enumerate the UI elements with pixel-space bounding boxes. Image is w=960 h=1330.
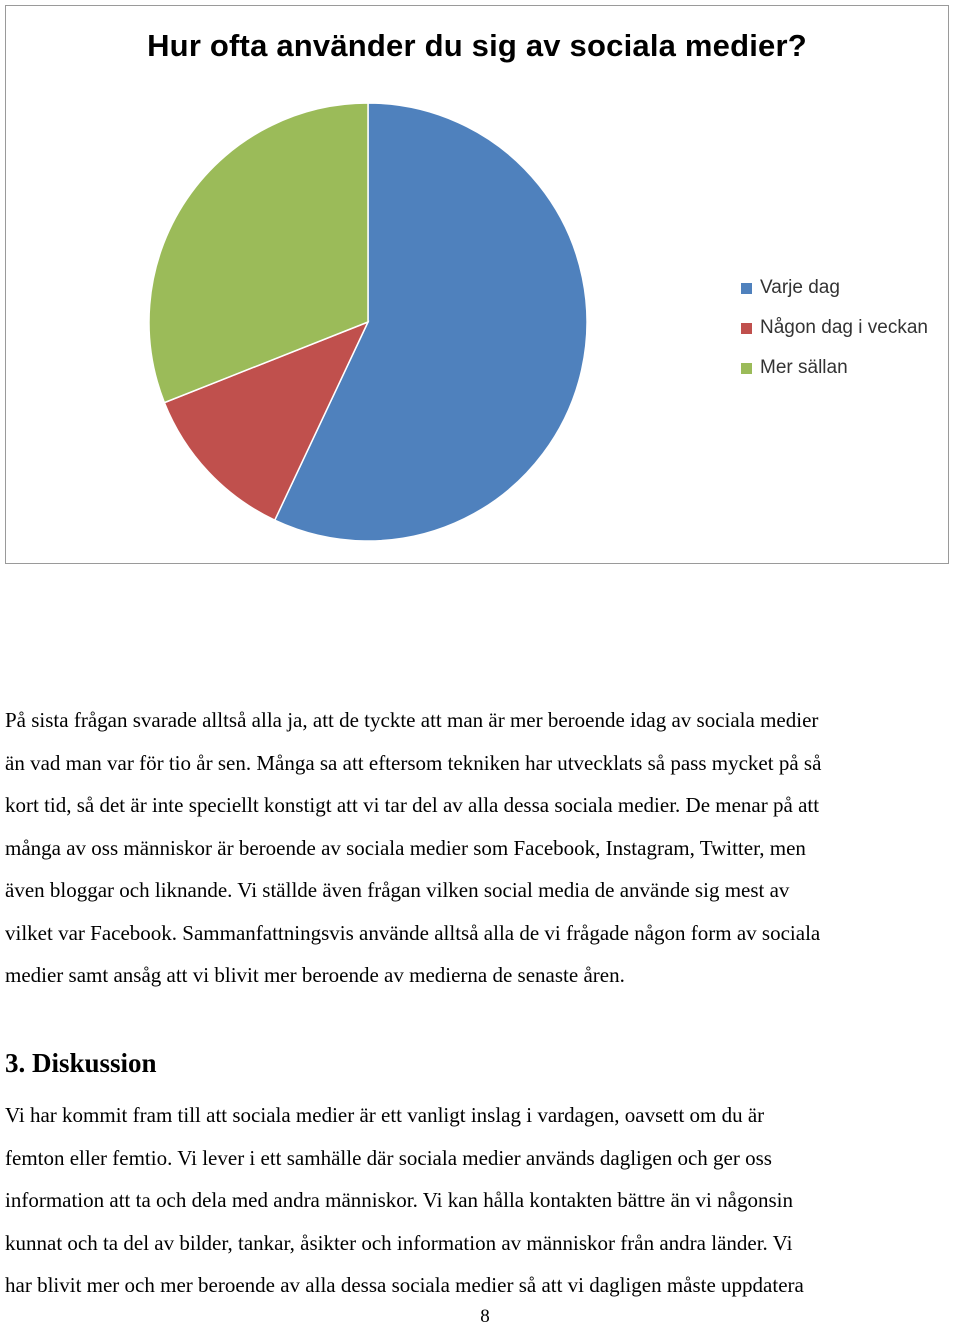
pie-chart-frame <box>5 5 949 564</box>
text-line: många av oss människor är beroende av sociala medier som Facebook, Instagram, Twitter, men <box>5 835 806 860</box>
legend-label: Varje dag <box>760 277 840 298</box>
chart-legend <box>741 268 928 388</box>
text-line: har blivit mer och mer beroende av alla dessa sociala medier så att vi dagligen måste uppdatera <box>5 1273 804 1297</box>
text-line: femton eller femtio. Vi lever i ett samhälle där sociala medier används dagligen och ger oss <box>5 1145 772 1170</box>
page-number: 8 <box>480 1306 490 1327</box>
text-line: vilket var Facebook. Sammanfattningsvis använde alltså alla de vi frågade någon form av sociala <box>5 920 821 945</box>
legend-swatch <box>741 363 752 374</box>
legend-item-varje-dag <box>741 268 928 308</box>
legend-item-mer-sallan <box>741 348 928 388</box>
text-line: På sista frågan svarade alltså alla ja, att de tyckte att man är mer beroende idag av sociala medier <box>5 708 819 732</box>
legend-swatch <box>741 323 752 334</box>
legend-item-nagon-dag-i-veckan <box>741 308 928 348</box>
text-line: även bloggar och liknande. Vi ställde även frågan vilken social media de använde sig mest av <box>5 878 790 902</box>
section-heading: 3. Diskussion <box>5 1048 157 1078</box>
legend-label: Någon dag i veckan <box>760 317 928 338</box>
text-line: än vad man var för tio år sen. Många sa att eftersom tekniken har utvecklats så pass mycket på så <box>5 750 822 775</box>
discussion-paragraph <box>5 1094 960 1307</box>
text-line: medier samt ansåg att vi blivit mer beroende av medierna de senaste åren. <box>5 963 625 987</box>
text-line: Vi har kommit fram till att sociala medier är ett vanligt inslag i vardagen, oavsett om du är <box>5 1103 765 1127</box>
text-line: information att ta och dela med andra människor. Vi kan hålla kontakten bättre än vi någonsin <box>5 1188 793 1212</box>
results-paragraph <box>5 699 960 997</box>
text-line: kunnat och ta del av bilder, tankar, åsikter och information av människor från andra länder. Vi <box>5 1230 793 1255</box>
legend-label: Mer sällan <box>760 357 848 378</box>
text-line: kort tid, så det är inte speciellt konstigt att vi tar del av alla dessa sociala medier. De menar på att <box>5 793 820 817</box>
chart-title: Hur ofta använder du sig av sociala medier? <box>147 28 807 63</box>
legend-swatch <box>741 283 752 294</box>
